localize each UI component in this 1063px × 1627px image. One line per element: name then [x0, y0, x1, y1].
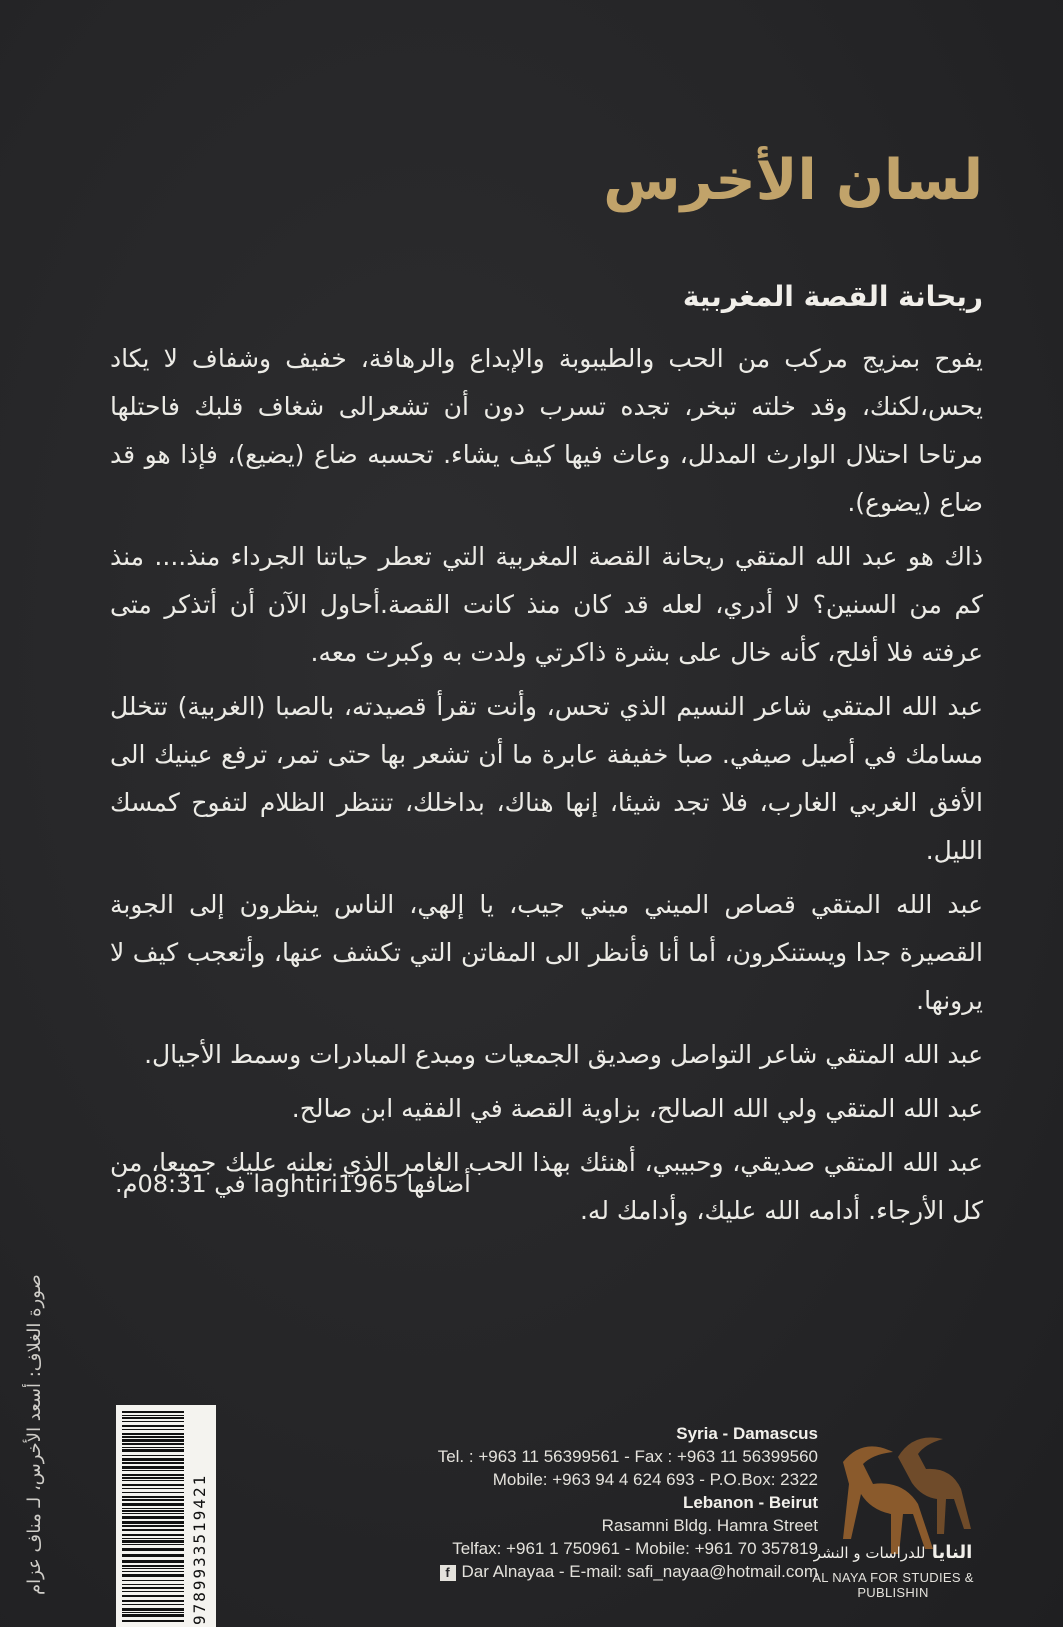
section-title: ريحانة القصة المغربية	[682, 280, 983, 313]
barcode-bar	[122, 1480, 184, 1481]
book-title: لسان الأخرس	[603, 148, 983, 213]
barcode-number: 9789933519421	[190, 1473, 209, 1625]
barcode-bar	[122, 1540, 184, 1543]
publisher-name-ar-rest: للدراسات و النشر	[813, 1544, 926, 1562]
barcode-bar	[122, 1429, 184, 1430]
blurb-paragraph: ذاك هو عبد الله المتقي ريحانة القصة المغربية التي تعطر حياتنا الجرداء منذ.... منذ كم من السنين؟ لا أدري، لعله قد كان منذ كانت القصة.أحاول الآن أن أتذكر متى عرفته فلا أفلح، كأنه خال على بشرة ذاكرتي ولدت به وكبرت معه.	[110, 542, 983, 667]
contact-line: Tel. : +963 11 56399561 - Fax : +963 11 56399560	[437, 1447, 818, 1466]
barcode-bar	[122, 1462, 184, 1464]
contact-line: Rasamni Bldg. Hamra Street	[601, 1516, 818, 1535]
barcode-bar	[122, 1458, 184, 1461]
barcode-bar	[122, 1510, 184, 1512]
publisher-name-ar	[803, 1542, 983, 1563]
barcode-bar	[122, 1433, 184, 1435]
blurb-body	[110, 335, 983, 1241]
contact-city-lebanon: Lebanon - Beirut	[682, 1493, 818, 1512]
barcode-bar	[122, 1587, 184, 1589]
barcode-bar	[122, 1548, 184, 1551]
contact-city-syria: Syria - Damascus	[676, 1424, 818, 1443]
contact-line: Mobile: +963 94 4 624 693 - P.O.Box: 2322	[492, 1470, 818, 1489]
barcode-bar	[122, 1595, 184, 1597]
barcode-bar	[122, 1521, 184, 1524]
barcode-bar	[122, 1529, 184, 1531]
byline: أضافها laghtiri1965 في 08:31م.	[115, 1170, 471, 1198]
barcode-bar	[122, 1470, 184, 1471]
barcode-bar	[122, 1516, 184, 1519]
barcode-bar	[122, 1439, 184, 1442]
barcode-bar	[122, 1503, 184, 1506]
barcode-bar	[122, 1560, 184, 1563]
barcode-bar	[122, 1565, 184, 1567]
publisher-name-ar-bold: النايا	[931, 1542, 973, 1563]
barcode-bar	[122, 1436, 184, 1438]
blurb-paragraph: عبد الله المتقي ولي الله الصالح، بزاوية القصة في الفقيه ابن صالح.	[291, 1094, 983, 1123]
barcode-bar	[122, 1449, 184, 1452]
barcode-bar	[122, 1417, 184, 1419]
barcode-bar	[122, 1415, 184, 1416]
blurb-paragraph: يفوح بمزيج مركب من الحب والطيبوبة والإبداع والرهافة، خفيف وشفاف لا يكاد يحس،لكنك، وقد خلته تبخر، تجده تسرب دون أن تشعرالى شغاف قلبك فاحتلها مرتاحا احتلال الوارث المدلل، وعاث فيها كيف يشاء. تحسبه ضاع (يضيع)، فإذا هو قد ضاع (يضوع).	[110, 344, 983, 517]
barcode-bar	[122, 1554, 184, 1557]
barcode-bar	[122, 1544, 184, 1545]
barcode-bar	[122, 1466, 184, 1469]
barcode-bar	[122, 1534, 184, 1536]
contact-line-email	[348, 1560, 818, 1583]
blurb-paragraph: عبد الله المتقي صديقي، وحبيبي، أهنئك بهذا الحب الغامر الذي نعلنه عليك جميعا، من كل الأرجاء. أدامه الله عليك، وأدامك له.	[110, 1148, 983, 1225]
barcode-bar	[122, 1604, 184, 1605]
barcode-bar	[122, 1608, 184, 1611]
barcode-bar	[122, 1443, 184, 1445]
contact-line: Telfax: +961 1 750961 - Mobile: +961 70 357819	[452, 1539, 818, 1558]
barcode-bar	[122, 1571, 184, 1572]
barcode-bar	[122, 1455, 184, 1456]
cover-credit: صورة الغلاف: أسعد الأخرس، لـ مناف عزام	[24, 1274, 45, 1595]
barcode-bar	[122, 1496, 184, 1498]
barcode-bar	[122, 1425, 184, 1427]
barcode-bar	[122, 1488, 184, 1489]
barcode-bar	[122, 1499, 184, 1501]
barcode-bar	[122, 1513, 184, 1514]
facebook-icon: f	[440, 1565, 456, 1581]
barcode-bar	[122, 1525, 184, 1527]
barcode-bar	[122, 1474, 184, 1476]
blurb-paragraph: عبد الله المتقي شاعر التواصل وصديق الجمعيات ومبدع المبادرات وسمط الأجيال.	[144, 1040, 983, 1069]
barcode-bar	[122, 1492, 184, 1493]
barcode-bar	[122, 1591, 184, 1592]
barcode-bar	[122, 1620, 184, 1622]
barcode-bar	[122, 1612, 184, 1613]
barcode-bar	[122, 1568, 184, 1569]
blurb-paragraph: عبد الله المتقي قصاص الميني ميني جيب، يا إلهي، الناس ينظرون إلى الجوبة القصيرة جدا ويستنكرون، أما أنا فأنظر الى المفاتن التي تكشف عنها، وأتعجب كيف لا يرونها.	[110, 890, 983, 1015]
publisher-name-en: AL NAYA FOR STUDIES & PUBLISHIN	[812, 1570, 974, 1600]
barcode-bar	[122, 1600, 184, 1602]
barcode-bar	[122, 1574, 184, 1577]
barcode-bar	[122, 1614, 184, 1617]
barcode-bar	[122, 1580, 184, 1581]
contact-email: Dar Alnayaa - E-mail: safi_nayaa@hotmail.com	[461, 1562, 818, 1581]
barcode-bar	[122, 1477, 184, 1479]
blurb-paragraph: عبد الله المتقي شاعر النسيم الذي تحس، وأنت تقرأ قصيدته، بالصبا (الغربية) تتخلل مسامك في أصيل صيفي. صبا خفيفة عابرة ما أن تشعر بها حتى تمر، ترفع عينيك الى الأفق الغربي الغارب، فلا تجد شيئا، إنها هناك، بداخلك، تنتظر الظلام لتفوح كمسك الليل.	[110, 692, 983, 865]
barcode-bar	[122, 1584, 184, 1585]
barcode-bar	[122, 1447, 184, 1448]
publisher-contacts	[348, 1422, 818, 1583]
barcode-bar	[122, 1538, 184, 1539]
barcode-bar	[122, 1421, 184, 1422]
barcode-bar	[122, 1484, 184, 1486]
barcode-bar	[122, 1508, 184, 1509]
barcode-bar	[122, 1411, 184, 1413]
